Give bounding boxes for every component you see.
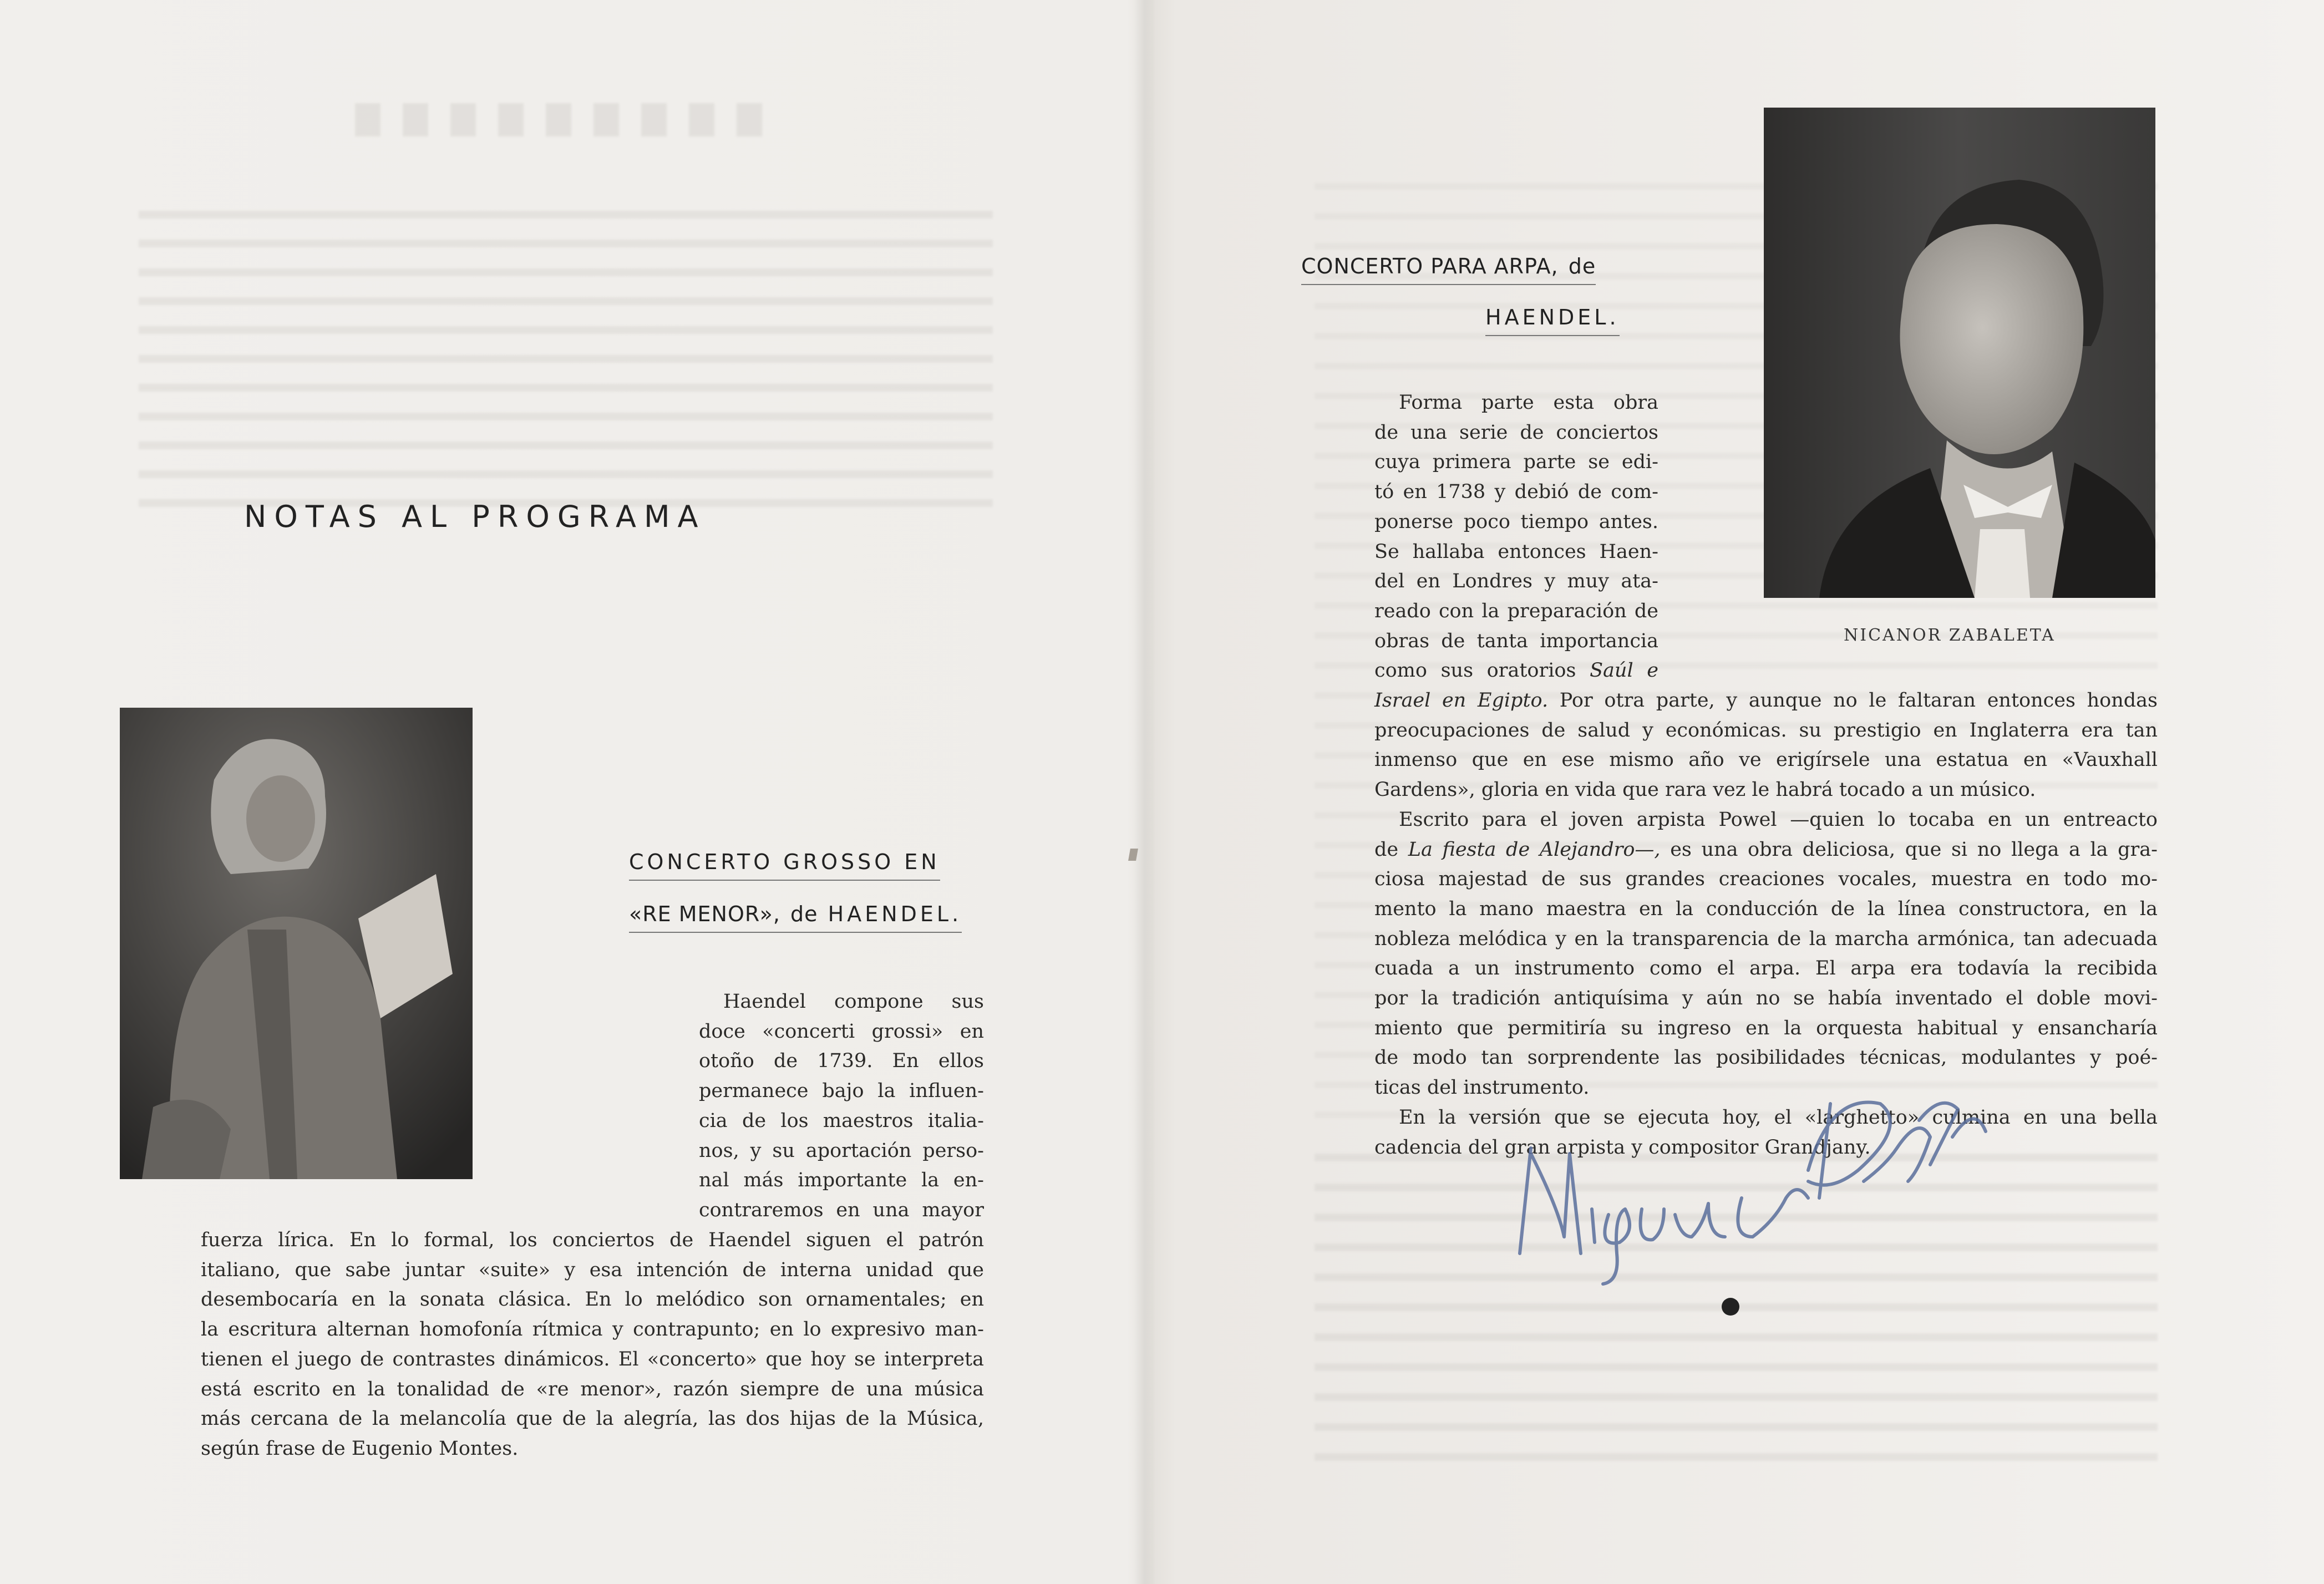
text-line: otoño de 1739. En ellos [699, 1050, 984, 1073]
text-line: la escritura alternan homofonía rítmica y contrapunto; en lo expresivo man- [201, 1318, 984, 1341]
text-line: cadencia del gran arpista y compositor Grandjany. [1374, 1136, 1871, 1159]
text-fragment: de [1374, 838, 1399, 861]
text-line: según frase de Eugenio Montes. [201, 1437, 519, 1460]
de-label: de [1568, 254, 1596, 278]
text-line: preocupaciones de salud y económicas. su prestigio en Inglaterra era tan [1374, 719, 2158, 742]
handel-portrait [120, 708, 473, 1179]
text-line: más cercana de la melancolía que de la alegría, las dos hijas de la Música, [201, 1408, 984, 1430]
work-title: La fiesta de Alejandro—, [1408, 838, 1661, 861]
text-fragment: es una obra deliciosa, que si no llega a la gra- [1670, 838, 2158, 861]
text-line: reado con la preparación de [1374, 600, 1658, 622]
text-fragment: como sus oratorios [1374, 659, 1576, 682]
text-line: del en Londres y muy ata- [1374, 570, 1658, 593]
text-line: ponerse poco tiempo antes. [1374, 510, 1658, 533]
text-line: ticas del instrumento. [1374, 1077, 1590, 1099]
text-line: inmenso que en ese mismo año ve erigírsele una estatua en «Vauxhall [1374, 749, 2158, 771]
show-through [139, 211, 993, 521]
section-title-concerto-arpa-line2: HAENDEL. [1485, 305, 1620, 336]
section-title-concerto-grosso: CONCERTO GROSSO EN [629, 850, 940, 881]
text-line: Se hallaba entonces Haen- [1374, 540, 1658, 563]
text-line [1374, 686, 2158, 716]
text-line: cuada a un instrumento como el arpa. El arpa era todavía la recibida [1374, 957, 2158, 980]
text-line [1374, 656, 1658, 686]
text-line: tó en 1738 y debió de com- [1374, 481, 1658, 504]
composer-label: HAENDEL. [828, 902, 962, 926]
text-line: de una serie de conciertos [1374, 421, 1658, 444]
key-label: «RE MENOR», [629, 902, 780, 926]
text-line: cia de los maestros italia- [699, 1109, 984, 1132]
text-line: Gardens», gloria en vida que rara vez le habrá tocado a un músico. [1374, 779, 2036, 801]
text-line: doce «concerti grossi» en [699, 1020, 984, 1043]
page-title: NOTAS AL PROGRAMA [244, 499, 706, 534]
text-line: está escrito en la tonalidad de «re menor», razón siempre de una música [201, 1378, 984, 1400]
autograph-signature [1498, 1070, 1997, 1292]
concerto-arpa-label: CONCERTO PARA ARPA, [1301, 254, 1559, 278]
text-line: de modo tan sorprendente las posibilidades técnicas, modulantes y poé- [1374, 1047, 2158, 1069]
text-line: Forma parte esta obra [1399, 392, 1658, 414]
center-fold [1134, 0, 1156, 1584]
text-line: nos, y su aportación perso- [699, 1139, 984, 1162]
text-line: mento la mano maestra en la conducción de la línea constructora, en la [1374, 897, 2158, 920]
text-line: ciosa majestad de sus grandes creaciones vocales, muestra en todo mo- [1374, 868, 2158, 891]
section-title-concerto-grosso-line2 [629, 902, 962, 933]
text-line: italiano, que sabe juntar «suite» y esa intención de interna unidad que [201, 1258, 984, 1281]
section-title-concerto-arpa [1301, 254, 1596, 285]
concerto-grosso-text-narrow [699, 987, 984, 1226]
zabaleta-portrait [1764, 108, 2155, 598]
text-line: Haendel compone sus [723, 991, 984, 1013]
text-line: por la tradición antiquísima y aún no se había inventado el doble movi- [1374, 987, 2158, 1010]
ink-dot [1722, 1298, 1739, 1316]
oratorio-title: Israel en Egipto. [1374, 689, 1549, 712]
text-line [1374, 835, 2158, 865]
de-label: de [790, 902, 818, 926]
text-line: tienen el juego de contrastes dinámicos. El «concerto» que hoy se interpreta [201, 1348, 984, 1370]
photo-caption: NICANOR ZABALETA [1844, 626, 2056, 645]
text-fragment: Por otra parte, y aunque no le faltaran entonces hondas [1559, 689, 2158, 712]
text-line: desembocaría en la sonata clásica. En lo melódico son ornamentales; en [201, 1288, 984, 1311]
oratorio-title: Saúl e [1590, 659, 1658, 682]
text-line: fuerza lírica. En lo formal, los conciertos de Haendel siguen el patrón [201, 1229, 984, 1251]
text-line: cuya primera parte se edi- [1374, 451, 1658, 474]
text-line: En la versión que se ejecuta hoy, el «larghetto» culmina en una bella [1399, 1106, 2158, 1129]
concerto-arpa-text-narrow [1374, 388, 1658, 686]
show-through [355, 103, 765, 136]
text-line: obras de tanta importancia [1374, 629, 1658, 652]
text-line: nobleza melódica y en la transparencia de la marcha armónica, tan adecuada [1374, 927, 2158, 950]
text-line: contraremos en una mayor [699, 1199, 984, 1221]
text-line: miento que permitiría su ingreso en la orquesta habitual y ensancharía [1374, 1017, 2158, 1039]
text-line: permanece bajo la influen- [699, 1080, 984, 1103]
text-line: nal más importante la en- [699, 1169, 984, 1192]
concerto-grosso-text-wide [201, 1226, 984, 1464]
text-line: Escrito para el joven arpista Powel —quien lo tocaba en un entreacto [1399, 808, 2158, 831]
